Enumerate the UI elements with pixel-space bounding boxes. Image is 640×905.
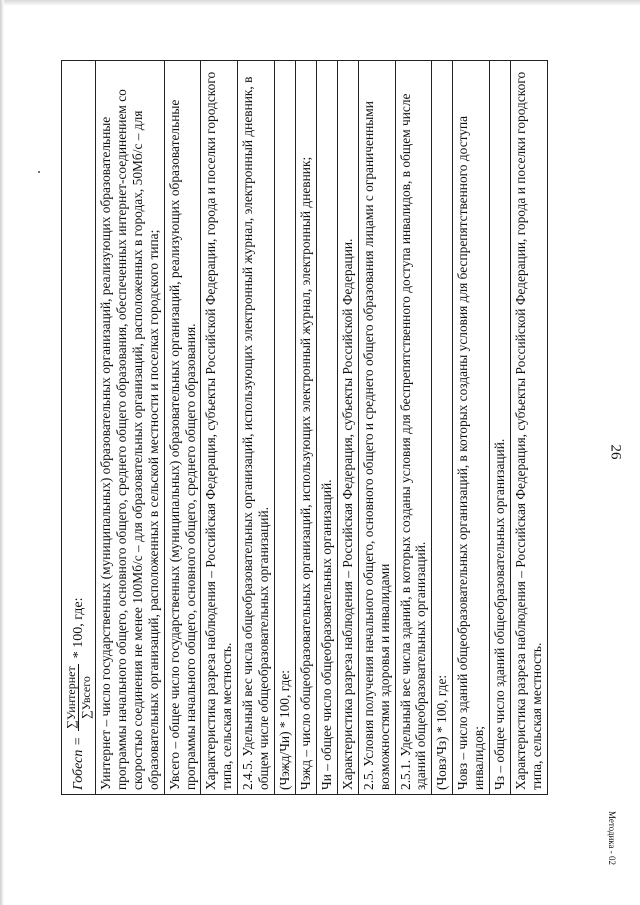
row-text: (Човз/Чз) * 100, где:: [434, 674, 450, 790]
table-row: [490, 61, 511, 795]
row-text: – общее число государственных (муниципальных) образовательных организаций, реализующих образовательные программы начального общего, основного общего, среднего общего образования.: [166, 99, 198, 790]
formula-tail: * 100, где:: [70, 597, 86, 659]
scan-edge-left: [0, 0, 4, 905]
formula: [64, 65, 93, 790]
table-row: [453, 61, 490, 795]
row-text: Характеристика разреза наблюдения – Российская Федерация, субъекты Российской Федерации, города и поселки городского типа, сельская местность.: [512, 71, 544, 790]
rotated-document-content: [61, 60, 544, 795]
row-text: 2.5. Условия получения начального общего, основного общего и среднего общего образования лицами с ограниченными возможностями здоровья и инвалидами: [360, 101, 392, 790]
table-row: [238, 61, 275, 795]
table-row: [337, 61, 358, 795]
row-text: Чз – общее число зданий общеобразовательных организаций.: [492, 438, 508, 790]
footer-label: Методика - 02: [607, 810, 617, 866]
table-row: [358, 61, 395, 795]
row-text: Чэжд – число общеобразовательных организаций, использующих электронный журнал, электронный дневник;: [297, 156, 313, 790]
row-text: Чи – общее число общеобразовательных организаций.: [318, 479, 334, 790]
row-text: Характеристика разреза наблюдения – Российская Федерация, субъекты Российской Федерации.: [339, 238, 355, 790]
row-text: (Чэжд/Чи) * 100, где:: [277, 670, 293, 790]
table-row: [432, 61, 453, 795]
methodology-table: [61, 60, 548, 795]
row-lead: Увсего: [166, 751, 182, 790]
formula-cell: [62, 61, 96, 795]
table-row: [201, 61, 238, 795]
scan-speck: [38, 171, 40, 173]
table-row: [316, 61, 337, 795]
row-text: Човз – число зданий общеобразовательных организаций, в которых созданы условия для беспрепятственного доступа инвалидов;: [455, 115, 487, 790]
formula-fraction: [64, 664, 93, 730]
formula-lhs: Гобесп =: [70, 736, 86, 790]
row-text: 2.5.1. Удельный вес числа зданий, в которых созданы условия для беспрепятственного доступа инвалидов, в общем числе зданий общеобразовательных организаций.: [397, 93, 429, 790]
table-row: [164, 61, 201, 795]
page-number: 26: [607, 444, 624, 460]
formula-row: [62, 61, 96, 795]
table-row: [395, 61, 432, 795]
formula-denominator: ∑Увсего: [79, 676, 93, 719]
row-text: 2.4.5. Удельный вес числа общеобразовательных организаций, использующих электронный журнал, электронный дневник, в общем числе общеобразовательных организаций.: [240, 76, 272, 790]
row-lead: Уинтернет: [98, 729, 113, 790]
table-row: [275, 61, 296, 795]
scan-edge-top: [0, 0, 640, 6]
table-row: [510, 61, 547, 795]
row-text: – число государственных (муниципальных) образовательных организаций, реализующих образовательные программы начального общего, основного общего, среднего общего образования, обеспеченных интернет-соединением со скоростью соединения не менее 100Мб/с – для образовательных организаций, расположенных в городах, 50Мб/с – для образовательных организаций, расположенных в сельской местности и поселках городского типа;: [98, 89, 161, 790]
row-text: Характеристика разреза наблюдения – Российская Федерация, субъекты Российской Федерации, города и поселки городского типа, сельская местность.: [203, 71, 235, 790]
table-row: [295, 61, 316, 795]
formula-numerator: ∑Уинтернет: [64, 666, 78, 729]
table-row: [96, 61, 165, 795]
